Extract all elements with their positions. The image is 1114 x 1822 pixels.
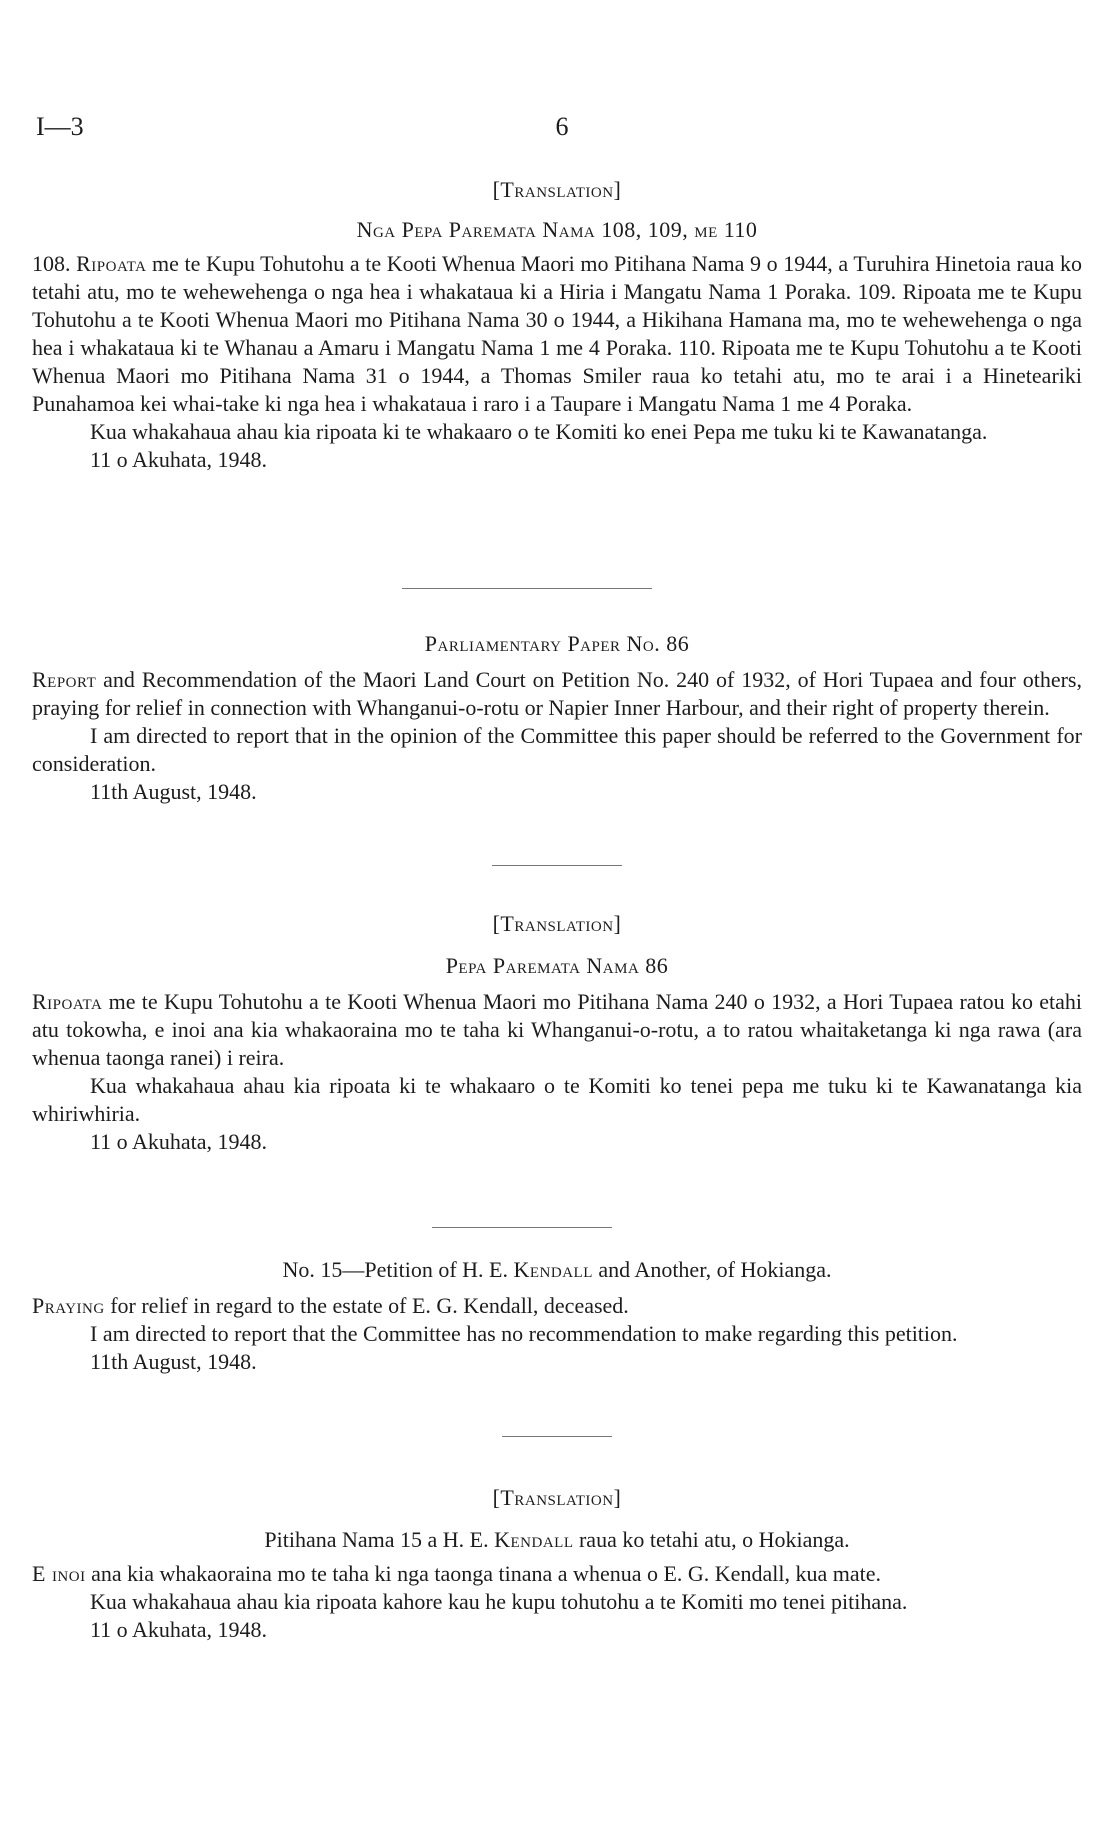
title-suffix: raua ko tetahi atu, o Hokianga. <box>573 1527 850 1552</box>
section-title: Pepa Paremata Nama 86 <box>445 953 669 978</box>
translation-label: [Translation] <box>492 177 622 202</box>
section-date: 11th August, 1948. <box>90 779 257 804</box>
body-text: for relief in regard to the estate of E. G. Kendall, deceased. <box>104 1293 629 1318</box>
page-number: 6 <box>555 112 569 141</box>
run-in-word: E inoi <box>32 1561 86 1586</box>
committee-statement: Kua whakahaua ahau kia ripoata kahore kau he kupu tohutohu a te Komiti mo tenei pitihana. <box>90 1589 908 1614</box>
section-parliamentary-paper-86 <box>32 630 1082 806</box>
section-translation-86 <box>32 910 1082 1156</box>
section-date: 11 o Akuhata, 1948. <box>90 1129 267 1154</box>
body-text: and Recommendation of the Maori Land Court on Petition No. 240 of 1932, of Hori Tupaea and four others, praying for relief in connection with Whanganui-o-rotu or Napier Inner Harbour, and their right of property therein. <box>32 667 1082 720</box>
section-divider <box>402 588 652 589</box>
body-text: me te Kupu Tohutohu a te Kooti Whenua Maori mo Pitihana Nama 240 o 1932, a Hori Tupaea ratou ko etahi atu tokowha, e inoi ana kia whakaoraina mo te taha ki Whanganui-o-rotu, a to ratou whaitaketanga ki nga rawa (ara whenua taonga ranei) i reira. <box>32 989 1082 1070</box>
section-body <box>32 666 1082 722</box>
petitioner-name: Kendall <box>494 1527 574 1552</box>
section-title <box>32 1256 1082 1284</box>
page-header <box>32 112 1082 152</box>
section-petition-15 <box>32 1256 1082 1376</box>
body-text: ana kia whakaoraina mo te taha ki nga taonga tinana a whenua o E. G. Kendall, kua mate. <box>85 1561 881 1586</box>
section-date: 11 o Akuhata, 1948. <box>90 447 267 472</box>
body-text: me te Kupu Tohutohu a te Kooti Whenua Maori mo Pitihana Nama 9 o 1944, a Turuhira Hinetoia raua ko tetahi atu, mo te wehewehenga o nga hea i whakataua ki a Hiria i Mangatu Nama 1 Poraka. 109. Ripoata me te Kupu Tohutohu a te Kooti Whenua Maori mo Pitihana Nama 30 o 1944, a Hikihana Hamana ma, mo te wehewehenga o nga hea i whakataua ki te Whanau a Amaru i Mangatu Nama 1 me 4 Poraka. 110. Ripoata me te Kupu Tohutohu a te Kooti Whenua Maori mo Pitihana Nama 31 o 1944, a Thomas Smiler raua ko tetahi atu, mo te arai i a Hineteariki Punahamoa kei whai-take ki nga hea i whakataua i raro i a Taupare i Mangatu Nama 1 me 4 Poraka. <box>32 251 1082 416</box>
section-body <box>32 250 1082 418</box>
committee-statement: I am directed to report that in the opinion of the Committee this paper should be referred to the Government for consideration. <box>32 723 1082 776</box>
translation-label: [Translation] <box>492 911 622 936</box>
committee-statement: I am directed to report that the Committee has no recommendation to make regarding this petition. <box>90 1321 958 1346</box>
committee-statement: Kua whakahaua ahau kia ripoata ki te whakaaro o te Komiti ko enei Pepa me tuku ki te Kawanatanga. <box>90 419 988 444</box>
item-number: 108. <box>32 251 71 276</box>
section-body <box>32 1560 1082 1588</box>
document-page <box>32 0 1082 1822</box>
section-body <box>32 988 1082 1072</box>
section-translation-petition-15 <box>32 1484 1082 1644</box>
section-title: Parliamentary Paper No. 86 <box>424 631 690 656</box>
document-reference: I—3 <box>36 112 84 141</box>
run-in-word: Ripoata <box>76 251 147 276</box>
run-in-word: Report <box>32 667 97 692</box>
title-suffix: and Another, of Hokianga. <box>592 1257 832 1282</box>
section-translation-108-110 <box>32 176 1082 474</box>
section-divider <box>502 1436 612 1437</box>
translation-label: [Translation] <box>492 1485 622 1510</box>
section-divider <box>492 865 622 866</box>
section-body <box>32 1292 1082 1320</box>
section-date: 11th August, 1948. <box>90 1349 257 1374</box>
run-in-word: Ripoata <box>32 989 103 1014</box>
committee-statement: Kua whakahaua ahau kia ripoata ki te whakaaro o te Komiti ko tenei pepa me tuku ki te Kawanatanga kia whiriwhiria. <box>32 1073 1082 1126</box>
section-title: Nga Pepa Paremata Nama 108, 109, me 110 <box>356 217 758 242</box>
title-prefix: No. 15—Petition of H. E. <box>282 1257 514 1282</box>
title-prefix: Pitihana Nama 15 a H. E. <box>264 1527 495 1552</box>
run-in-word: Praying <box>32 1293 105 1318</box>
petitioner-name: Kendall <box>513 1257 593 1282</box>
section-title <box>32 1526 1082 1554</box>
section-divider <box>432 1227 612 1228</box>
section-date: 11 o Akuhata, 1948. <box>90 1617 267 1642</box>
